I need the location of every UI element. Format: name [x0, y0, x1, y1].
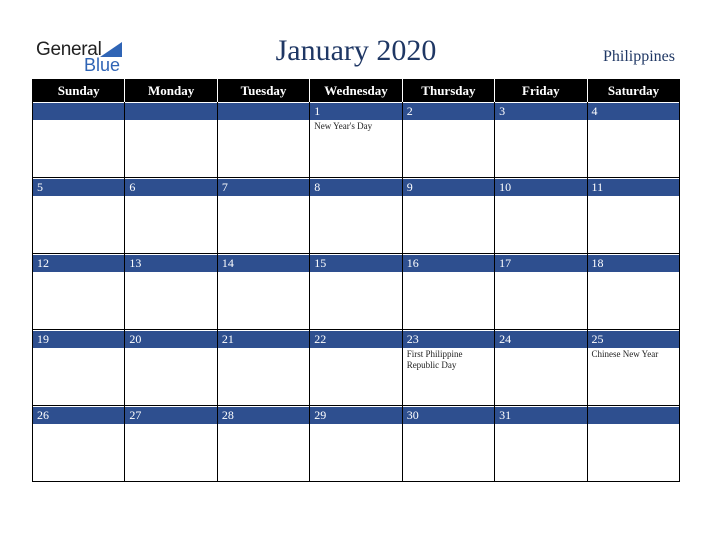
day-number: 13: [125, 254, 216, 272]
weekday-header-thursday: Thursday: [402, 79, 494, 102]
day-event: [218, 348, 309, 406]
day-event: [495, 120, 586, 178]
day-number: [33, 102, 124, 120]
day-number: 23: [403, 330, 494, 348]
day-cell[interactable]: [587, 178, 679, 254]
day-cell[interactable]: [495, 178, 587, 254]
day-number: 10: [495, 178, 586, 196]
week-row: [33, 330, 680, 406]
weekday-header-friday: Friday: [495, 79, 587, 102]
day-number: 26: [33, 406, 124, 424]
day-number: 12: [33, 254, 124, 272]
week-row: [33, 254, 680, 330]
day-cell[interactable]: [217, 178, 309, 254]
day-number: 11: [588, 178, 679, 196]
day-cell[interactable]: [33, 330, 125, 406]
day-cell[interactable]: [33, 254, 125, 330]
day-event: [495, 348, 586, 406]
day-cell[interactable]: [310, 406, 402, 482]
day-event: [125, 348, 216, 406]
day-event: [495, 272, 586, 330]
day-event: [125, 120, 216, 178]
day-cell[interactable]: [125, 406, 217, 482]
logo-word-blue: Blue: [84, 55, 121, 75]
day-event: [125, 272, 216, 330]
day-cell[interactable]: [587, 254, 679, 330]
day-event: [33, 424, 124, 482]
day-event: New Year's Day: [310, 120, 401, 178]
day-cell[interactable]: [217, 102, 309, 178]
day-cell[interactable]: [402, 178, 494, 254]
day-event: [403, 424, 494, 482]
day-cell[interactable]: [125, 102, 217, 178]
day-cell[interactable]: [310, 102, 402, 178]
day-event: [310, 272, 401, 330]
weekday-header-sunday: Sunday: [33, 79, 125, 102]
day-cell[interactable]: [125, 330, 217, 406]
day-number: 14: [218, 254, 309, 272]
day-event: [218, 196, 309, 254]
day-number: 2: [403, 102, 494, 120]
day-number: 3: [495, 102, 586, 120]
day-number: 27: [125, 406, 216, 424]
day-event: First Philippine Republic Day: [403, 348, 494, 406]
weekday-header-row: [33, 79, 680, 102]
day-cell[interactable]: [217, 406, 309, 482]
day-cell[interactable]: [402, 102, 494, 178]
calendar-grid: [32, 79, 680, 482]
day-cell[interactable]: [495, 406, 587, 482]
day-number: 6: [125, 178, 216, 196]
day-event: [403, 196, 494, 254]
logo-word-general: General: [36, 39, 102, 60]
day-event: [125, 424, 216, 482]
day-event: [310, 196, 401, 254]
day-cell[interactable]: [33, 406, 125, 482]
day-event: [403, 120, 494, 178]
day-cell[interactable]: [310, 254, 402, 330]
day-number: 21: [218, 330, 309, 348]
day-number: 31: [495, 406, 586, 424]
day-number: 24: [495, 330, 586, 348]
weekday-header-saturday: Saturday: [587, 79, 679, 102]
day-cell[interactable]: [217, 330, 309, 406]
week-row: [33, 406, 680, 482]
day-cell[interactable]: [310, 178, 402, 254]
weekday-header-monday: Monday: [125, 79, 217, 102]
day-event: [588, 272, 679, 330]
day-cell[interactable]: [125, 178, 217, 254]
day-event: [218, 120, 309, 178]
day-event: Chinese New Year: [588, 348, 679, 406]
day-cell[interactable]: [495, 254, 587, 330]
day-cell[interactable]: [402, 330, 494, 406]
week-row: [33, 102, 680, 178]
day-number: 7: [218, 178, 309, 196]
day-number: 16: [403, 254, 494, 272]
day-event: [495, 196, 586, 254]
day-number: 28: [218, 406, 309, 424]
day-cell[interactable]: [587, 102, 679, 178]
day-cell[interactable]: [495, 102, 587, 178]
day-cell[interactable]: [402, 406, 494, 482]
day-cell[interactable]: [310, 330, 402, 406]
day-number: 8: [310, 178, 401, 196]
day-event: [403, 272, 494, 330]
day-event: [33, 272, 124, 330]
day-number: 9: [403, 178, 494, 196]
page-title: January 2020: [275, 34, 437, 67]
day-event: [588, 120, 679, 178]
day-cell[interactable]: [495, 330, 587, 406]
day-number: [125, 102, 216, 120]
weekday-header-tuesday: Tuesday: [217, 79, 309, 102]
day-event: [218, 272, 309, 330]
day-number: 19: [33, 330, 124, 348]
day-cell[interactable]: [587, 406, 679, 482]
day-number: 1: [310, 102, 401, 120]
day-cell[interactable]: [587, 330, 679, 406]
day-event: [310, 348, 401, 406]
day-event: [588, 196, 679, 254]
day-event: [33, 348, 124, 406]
day-cell[interactable]: [217, 254, 309, 330]
day-event: [33, 120, 124, 178]
day-number: 22: [310, 330, 401, 348]
day-event: [218, 424, 309, 482]
day-cell[interactable]: [402, 254, 494, 330]
day-number: [588, 406, 679, 424]
day-cell[interactable]: [125, 254, 217, 330]
day-event: [495, 424, 586, 482]
day-number: 17: [495, 254, 586, 272]
day-number: 20: [125, 330, 216, 348]
day-cell[interactable]: [33, 102, 125, 178]
day-cell[interactable]: [33, 178, 125, 254]
day-number: 15: [310, 254, 401, 272]
day-number: 29: [310, 406, 401, 424]
day-number: 25: [588, 330, 679, 348]
day-event: [310, 424, 401, 482]
day-number: 5: [33, 178, 124, 196]
day-number: 4: [588, 102, 679, 120]
day-number: 18: [588, 254, 679, 272]
day-event: [588, 424, 679, 482]
day-event: [125, 196, 216, 254]
weekday-header-wednesday: Wednesday: [310, 79, 402, 102]
day-number: [218, 102, 309, 120]
week-row: [33, 178, 680, 254]
country-label: Philippines: [602, 48, 675, 65]
day-event: [33, 196, 124, 254]
day-number: 30: [403, 406, 494, 424]
